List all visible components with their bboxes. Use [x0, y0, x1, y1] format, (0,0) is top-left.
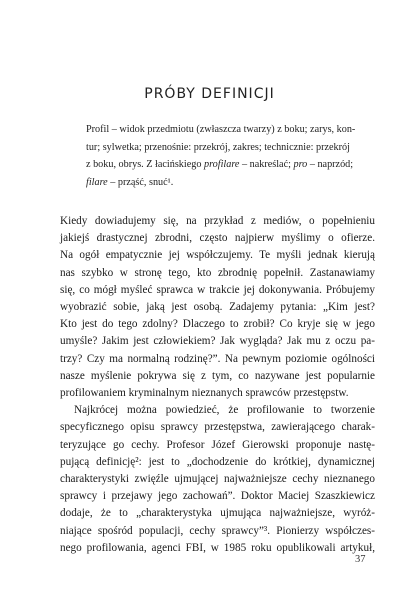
- definition-line: z boku, obrys. Z łacińskiego profilare – nakreślać; pro – naprzód;: [86, 159, 354, 171]
- body-line: Kiedy dowiadujemy się, na przykład z mediów, o popełnieniu: [60, 215, 375, 227]
- definition-line: Profil – widok przedmiotu (zwłaszcza twarzy) z boku; zarys, kon-: [86, 124, 356, 135]
- body-line: teryzujące go cechy. Profesor Józef Gierowski proponuje nastę-: [60, 438, 375, 451]
- body-text: [60, 213, 375, 557]
- definition-block: [86, 121, 366, 191]
- definition-line: tur; sylwetka; przenośnie: przekrój, zakres; technicznie: przekrój: [86, 141, 350, 153]
- body-line: profilowaniem kryminalnym nieznanych sprawców przestępstw.: [60, 387, 349, 400]
- definition-line: filare – prząść, snuć¹.: [86, 176, 174, 188]
- body-line: charakterystyki zwięźle ujmującej najważniejsze cechy nieznanego: [60, 473, 375, 486]
- body-line: sprawcy i przejawy jego zachowań”. Doktor Maciej Szaszkiewicz: [60, 490, 375, 503]
- body-line: nas szybko w stronę tego, kto zbrodnię popełnił. Zastanawiamy: [60, 266, 375, 279]
- chapter-title: PRÓBY DEFINICJI: [144, 86, 275, 102]
- body-line: pującą definicję²: jest to „dochodzenie do krótkiej, dynamicznej: [60, 455, 375, 468]
- body-line: wyobrazić sobie, jaką jest osobą. Zadajemy pytania: „Kim jest?: [60, 301, 375, 314]
- body-line: dodaje, że to „charakterystyka ujmująca najważniejsze, wyróż-: [60, 507, 375, 520]
- body-line: jakiejś drastycznej zbrodni, często najpierw myślimy o ofierze.: [60, 232, 375, 245]
- body-line: trzy? Czy ma normalną rodzinę?”. Na pewnym poziomie ogólności: [60, 352, 375, 365]
- page-number: 37: [355, 554, 366, 565]
- body-line: Kto jest do tego zdolny? Dlaczego to zrobił? Co kryje się w jego: [60, 318, 375, 331]
- body-line: Najkrócej można powiedzieć, że profilowanie to tworzenie: [74, 404, 375, 417]
- body-line: nasze myślenie pokrywa się z tym, co nazywane jest popularnie: [60, 369, 375, 382]
- body-line: umyśle? Jakim jest człowiekiem? Jak wygląda? Jak mu z oczu pa-: [60, 335, 375, 348]
- body-line: Na ogół empatycznie jej współczujemy. Te myśli jednak kierują: [60, 249, 375, 262]
- body-line: się, co mógł myśleć sprawca w trakcie jej dokonywania. Próbujemy: [60, 283, 375, 296]
- body-line: specyficznego opisu sprawcy przestępstwa, zawierającego charak-: [60, 421, 375, 434]
- body-line: nego profilowania, agenci FBI, w 1985 roku opublikowali artykuł,: [60, 541, 375, 554]
- body-line: niające spośród populacji, cechy sprawcy”³. Pionierzy współczes-: [60, 524, 375, 537]
